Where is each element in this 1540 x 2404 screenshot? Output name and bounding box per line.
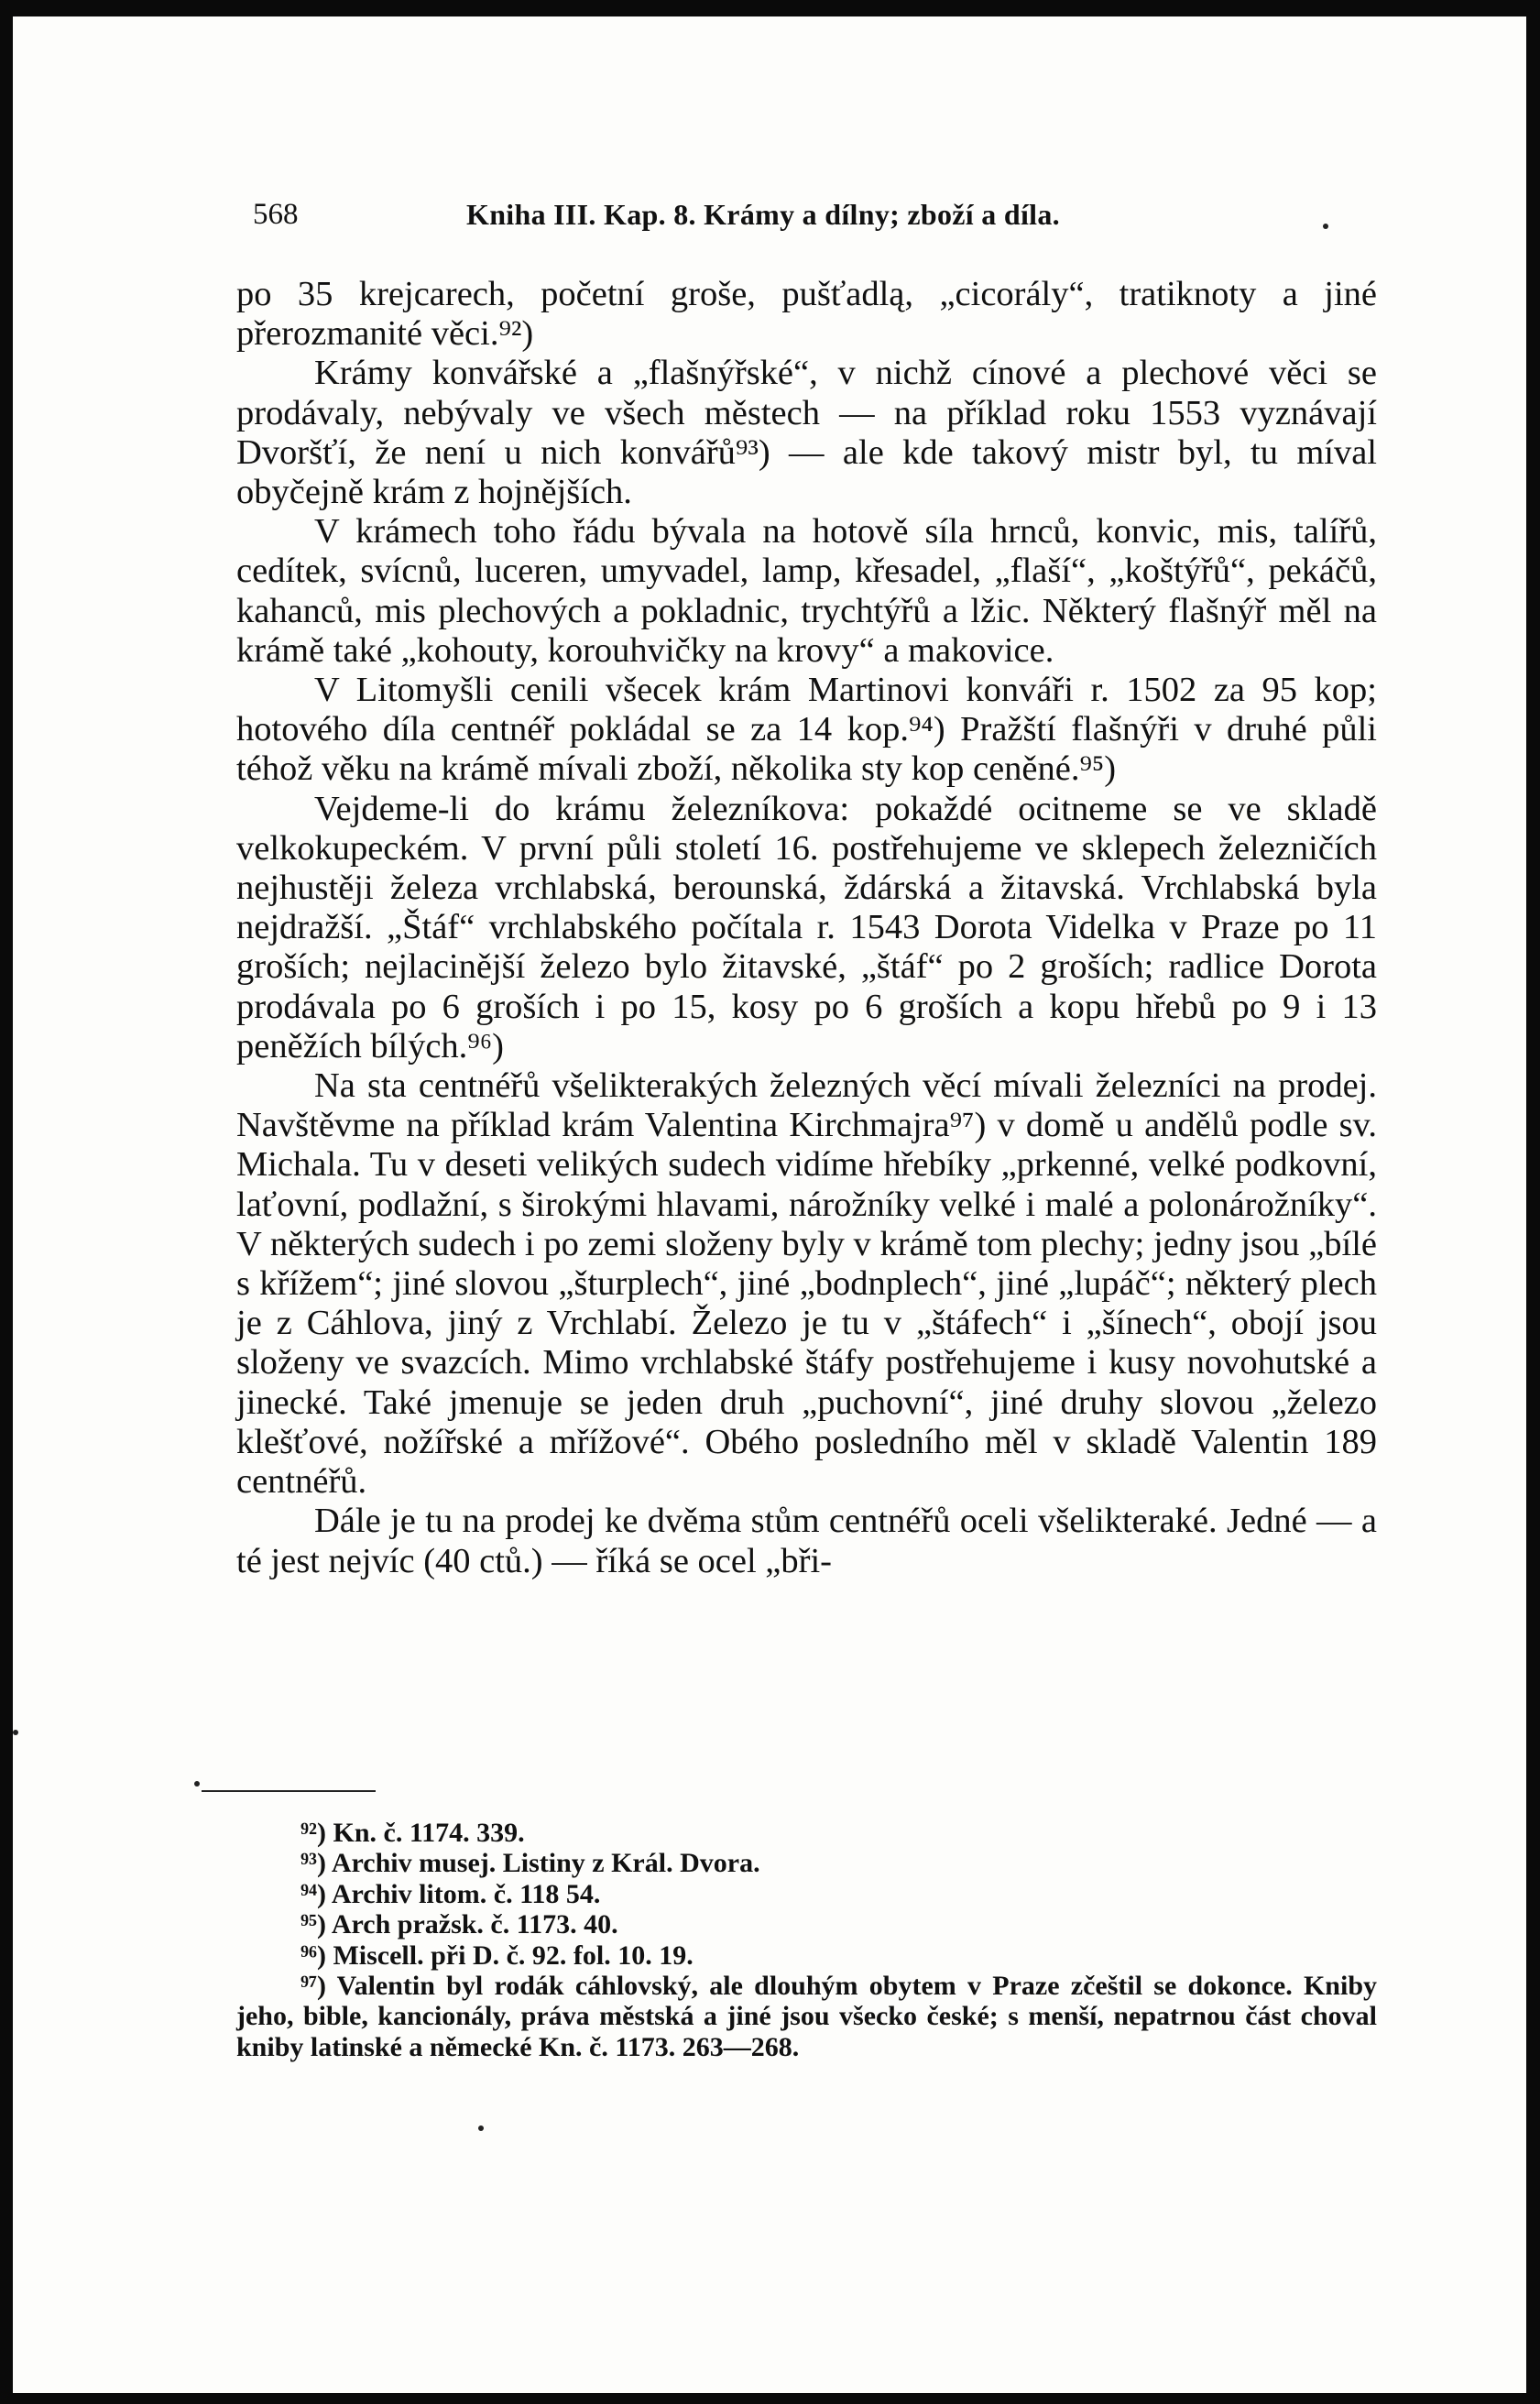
scan-speck xyxy=(194,1781,200,1787)
paragraph: V Litomyšli cenili všecek krám Martinovi konváři r. 1502 za 95 kop; hotového díla centnéř pokládal se za 14 kop.⁹⁴) Pražští flašnýři v druhé půli téhož věku na krámě mívali zboží, několika sty kop ceněné.⁹⁵) xyxy=(236,671,1377,789)
footnote: ⁹⁴) Archiv litom. č. 118 54. xyxy=(300,1878,601,1909)
paragraph: Dále je tu na prodej ke dvěma stům centnéřů oceli všelikteraké. Jedné — a té jest nejvíc (40 ctů.) — říká se ocel „bři- xyxy=(236,1502,1377,1580)
paragraph: Na sta centnéřů všelikterakých železných věcí mívali železníci na prodej. Navštěvme na příklad krám Valentina Kirchmajra⁹⁷) v domě u andělů podle sv. Michala. Tu v deseti velikých sudech vidíme hřebíky „prkenné, velké podkovní, laťovní, podlažní, s širokými hlavami, nárožníky velké i malé a polonárožníky“. V některých sudech i po zemi složeny byly v krámě tom plechy; jedny jsou „bílé s křížem“; jiné slovou „šturplech“, jiné „bodnplech“, jiné „lupáč“; některý plech je z Cáhlova, jiný z Vrchlabí. Železo je tu v „štáfech“ i „šínech“, obojí jsou složeny ve svazcích. Mimo vrchlabské štáfy postřehujeme i kusy novohutské a jinecké. Také jmenuje se jeden druh „puchovní“, jiné druhy slovou „železo klešťové, nožířské a mřížové“. Obého posledního měl v skladě Valentin 189 centnéřů. xyxy=(236,1066,1377,1502)
footnote: ⁹²) Kn. č. 1174. 339. xyxy=(300,1818,525,1848)
scan-speck xyxy=(13,1730,18,1735)
footnote: ⁹⁷) Valentin byl rodák cáhlovský, ale dlouhým obytem v Praze zčeštil se dokonce. Kniby jeho, bible, kancionály, práva městská a jiné jsou všecko české; s menší, nepatrnou část choval kniby latinské a německé Kn. č. 1173. 263—268. xyxy=(236,1971,1377,2062)
paragraph: Krámy konvářské a „flašnýřské“, v nichž cínové a plechové věci se prodávaly, nebývaly ve všech městech — na příklad roku 1553 vyznávají Dvoršťí, že není u nich konvářů⁹³) — ale kde takový mistr byl, tu míval obyčejně krám z hojnějších. xyxy=(236,354,1377,512)
running-header xyxy=(253,198,1380,238)
paragraph: Vejdeme-li do krámu železníkova: pokaždé ocitneme se ve skladě velkokupeckém. V první půli století 16. postřehujeme ve sklepech železničích nejhustěji železa vrchlabská, berounská, ždárská a žitavská. Vrchlabská byla nejdražší. „Štáf“ vrchlabského počítala r. 1543 Dorota Videlka v Praze po 11 groších; nejlacinější železo bylo žitavské, „štáf“ po 2 groších; radlice Dorota prodávala po 6 groších i po 15, kosy po 6 groších a kopu hřebů po 9 i 13 peněžích bílých.⁹⁶) xyxy=(236,789,1377,1065)
footnote: ⁹⁵) Arch pražsk. č. 1173. 40. xyxy=(300,1909,618,1940)
footnote: ⁹⁶) Miscell. při D. č. 92. fol. 10. 19. xyxy=(300,1940,694,1971)
page-number: 568 xyxy=(253,198,299,231)
footnote-separator xyxy=(202,1790,376,1792)
running-title: Kniha III. Kap. 8. Krámy a dílny; zboží a díla. xyxy=(466,198,1060,231)
main-text xyxy=(236,275,1377,1581)
scan-speck xyxy=(478,2125,484,2131)
footnotes xyxy=(236,1818,1377,2062)
paragraph: po 35 krejcarech, početní groše, pušťadlą, „cicorály“, tratiknoty a jiné přerozmanité věci.⁹²) xyxy=(236,275,1377,354)
footnote: ⁹³) Archiv musej. Listiny z Král. Dvora. xyxy=(300,1848,760,1879)
paragraph: V krámech toho řádu bývala na hotově síla hrnců, konvic, mis, talířů, cedítek, svícnů, luceren, umyvadel, lamp, křesadel, „flaší“, „koštýřů“, pekáčů, kahanců, mis plechových a pokladnic, trychtýřů a lžic. Některý flašnýř měl na krámě také „kohouty, korouhvičky na krovy“ a makovice. xyxy=(236,512,1377,670)
